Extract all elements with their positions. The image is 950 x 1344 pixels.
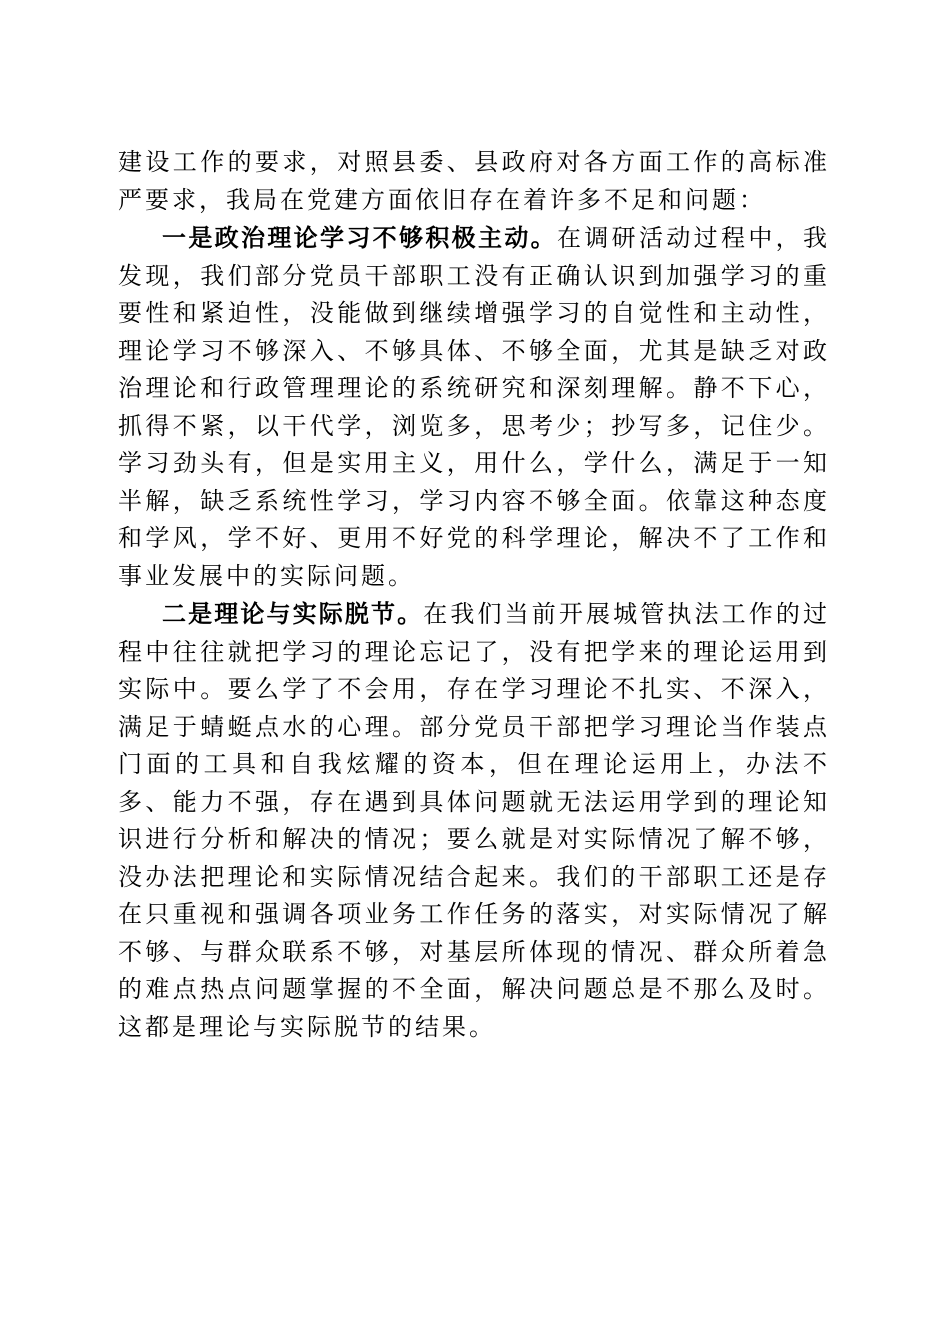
paragraph-point-two-heading: 二是理论与实际脱节。 xyxy=(162,599,424,628)
paragraph-point-one-text: 在调研活动过程中，我发现，我们部分党员干部职工没有正确认识到加强学习的重要性和紧迫性，没能做到继续增强学习的自觉性和主动性，理论学习不够深入、不够具体、不够全面，尤其是缺乏对政治理论和行政管理理论的系统研究和深刻理解。静不下心，抓得不紧，以干代学，浏览多，思考少；抄写多，记住少。学习劲头有，但是实用主义，用什么，学什么，满足于一知半解，缺乏系统性学习，学习内容不够全面。依靠这种态度和学风，学不好、更用不好党的科学理论，解决不了工作和事业发展中的实际问题。 xyxy=(118,224,830,590)
paragraph-intro xyxy=(118,144,830,219)
paragraph-point-one-heading: 一是政治理论学习不够积极主动。 xyxy=(162,223,557,252)
paragraph-point-one xyxy=(118,219,830,595)
document-page xyxy=(118,144,830,1046)
paragraph-point-two-text: 在我们当前开展城管执法工作的过程中往往就把学习的理论忘记了，没有把学来的理论运用到实际中。要么学了不会用，存在学习理论不扎实、不深入，满足于蜻蜓点水的心理。部分党员干部把学习理论当作装点门面的工具和自我炫耀的资本，但在理论运用上，办法不多、能力不强，存在遇到具体问题就无法运用学到的理论知识进行分析和解决的情况；要么就是对实际情况了解不够，没办法把理论和实际情况结合起来。我们的干部职工还是存在只重视和强调各项业务工作任务的落实，对实际情况了解不够、与群众联系不够，对基层所体现的情况、群众所着急的难点热点问题掌握的不全面，解决问题总是不那么及时。这都是理论与实际脱节的结果。 xyxy=(118,600,830,1041)
paragraph-point-two xyxy=(118,595,830,1046)
paragraph-intro-text: 建设工作的要求，对照县委、县政府对各方面工作的高标准严要求，我局在党建方面依旧存在着许多不足和问题： xyxy=(118,148,830,214)
